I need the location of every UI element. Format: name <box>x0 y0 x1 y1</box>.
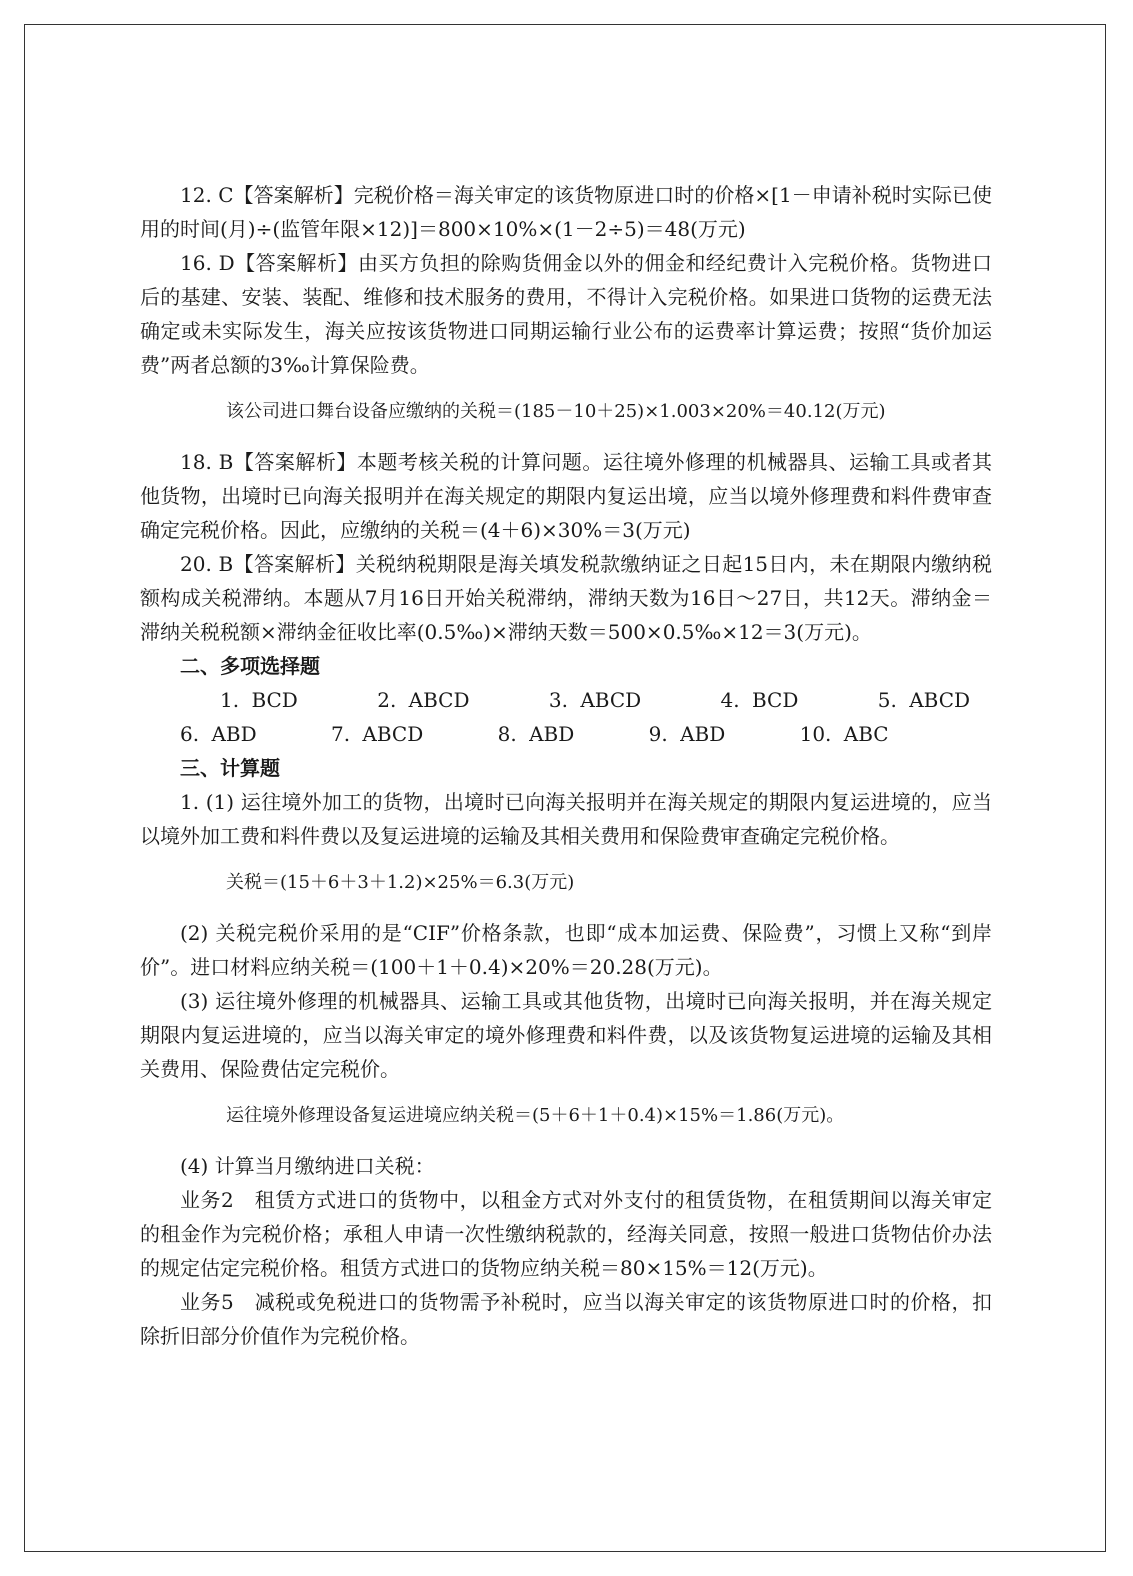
formula-16: 该公司进口舞台设备应缴纳的关税＝(185－10＋25)×1.003×20%＝40.12(万元) <box>226 401 886 422</box>
calc-1-part-4: (4) 计算当月缴纳进口关税： <box>180 1154 435 1178</box>
answer-item: 7. ABCD <box>330 722 424 746</box>
business-5: 业务5 减税或免税进口的货物需予补税时，应当以海关审定的该货物原进口时的价格，扣除折旧部分价值作为完税价格。 <box>140 1290 992 1348</box>
answer-item: 10. ABC <box>799 722 889 746</box>
answer-18: 18. B【答案解析】本题考核关税的计算问题。运往境外修理的机械器具、运输工具或者其他货物，出境时已向海关报明并在海关规定的期限内复运出境，应当以境外修理费和料件费审查确定完税价格。因此，应缴纳的关税＝(4＋6)×30%＝3(万元) <box>140 450 992 542</box>
document-body <box>140 178 992 1353</box>
calc-1-part-3: (3) 运往境外修理的机械器具、运输工具或其他货物，出境时已向海关报明，并在海关规定期限内复运进境的，应当以海关审定的境外修理费和料件费，以及该货物复运进境的运输及其相关费用、保险费估定完税价。 <box>140 989 992 1081</box>
answer-item: 5. ABCD <box>877 688 971 712</box>
formula-calc-1: 关税＝(15＋6＋3＋1.2)×25%＝6.3(万元) <box>226 872 575 893</box>
calc-1-part-2: (2) 关税完税价采用的是“CIF”价格条款，也即“成本加运费、保险费”，习惯上又称“到岸价”。进口材料应纳关税＝(100＋1＋0.4)×20%＝20.28(万元)。 <box>140 921 992 979</box>
answer-item: 8. ABD <box>497 722 575 746</box>
answer-item: 9. ABD <box>648 722 726 746</box>
answer-item: 6. ABD <box>180 722 257 746</box>
answer-16: 16. D【答案解析】由买方负担的除购货佣金以外的佣金和经纪费计入完税价格。货物进口后的基建、安装、装配、维修和技术服务的费用，不得计入完税价格。如果进口货物的运费无法确定或未实际发生，海关应按该货物进口同期运输行业公布的运费率计算运费；按照“货价加运费”两者总额的3‰计算保险费。 <box>140 251 992 377</box>
section-heading-calculation: 三、计算题 <box>180 756 280 780</box>
answer-item: 2. ABCD <box>377 688 470 712</box>
answer-12: 12. C【答案解析】完税价格＝海关审定的该货物原进口时的价格×[1－申请补税时实际已使用的时间(月)÷(监管年限×12)]＝800×10%×(1－2÷5)＝48(万元) <box>140 183 992 241</box>
answer-item: 3. ABCD <box>548 688 642 712</box>
section-heading-multiple-choice: 二、多项选择题 <box>180 654 320 678</box>
calc-1-part-1: 1. (1) 运往境外加工的货物，出境时已向海关报明并在海关规定的期限内复运进境的，应当以境外加工费和料件费以及复运进境的运输及其相关费用和保险费审查确定完税价格。 <box>140 790 992 848</box>
answer-item: 1. BCD <box>220 688 298 712</box>
answer-item: 4. BCD <box>720 688 799 712</box>
formula-calc-3: 运往境外修理设备复运进境应纳关税＝(5＋6＋1＋0.4)×15%＝1.86(万元)。 <box>226 1105 845 1126</box>
business-2: 业务2 租赁方式进口的货物中，以租金方式对外支付的租赁货物，在租赁期间以海关审定的租金作为完税价格；承租人申请一次性缴纳税款的，经海关同意，按照一般进口货物估价办法的规定估定完税价格。租赁方式进口的货物应纳关税＝80×15%＝12(万元)。 <box>140 1188 992 1280</box>
answer-20: 20. B【答案解析】关税纳税期限是海关填发税款缴纳证之日起15日内，未在期限内缴纳税额构成关税滞纳。本题从7月16日开始关税滞纳，滞纳天数为16日～27日，共12天。滞纳金＝滞纳关税税额×滞纳金征收比率(0.5‰)×滞纳天数＝500×0.5‰×12＝3(万元)。 <box>140 552 992 644</box>
multiple-choice-answers <box>140 683 992 751</box>
